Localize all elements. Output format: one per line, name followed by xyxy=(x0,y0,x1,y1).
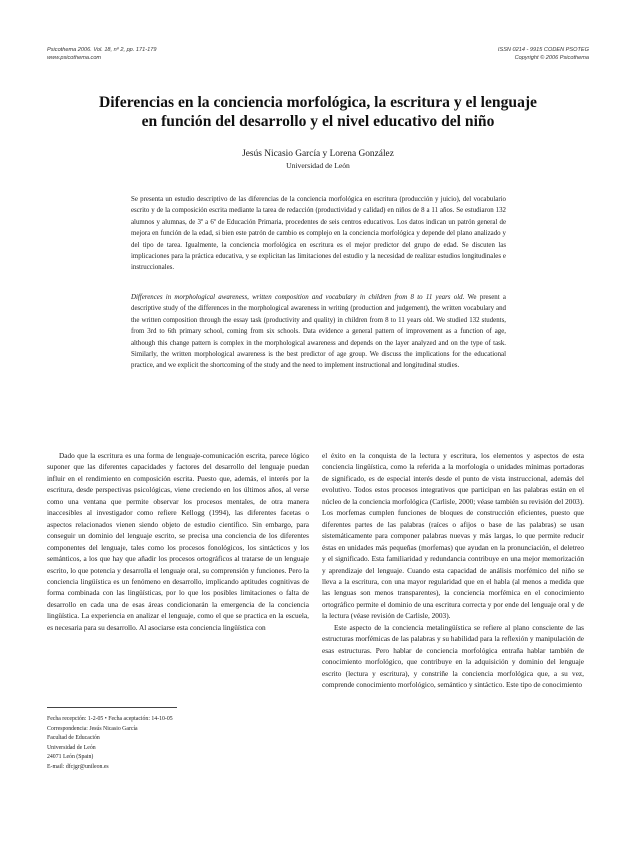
correspondence-name: Correspondencia: Jesús Nicasio García xyxy=(47,725,138,732)
article-title xyxy=(40,93,596,131)
title-line-1: Diferencias en la conciencia morfológica, la escritura y el lenguaje xyxy=(99,94,537,111)
body-column-right xyxy=(322,450,584,691)
article-authors: Jesús Nicasio García y Lorena González xyxy=(242,149,394,159)
copyright-line: Copyright © 2006 Psicothema xyxy=(514,54,589,61)
correspondence-faculty: Facultad de Educación xyxy=(47,735,100,742)
author-affiliation: Universidad de León xyxy=(286,161,350,170)
correspondence-email[interactable]: E-mail: dfcjgr@unileon.es xyxy=(47,763,109,770)
journal-url[interactable]: www.psicothema.com xyxy=(47,54,102,61)
body-paragraph-continued: el éxito en la conquista de la lectura y escritura, los elementos y aspectos de esta conciencia lingüística, como la referida a la morfología o unidades mínimas portadoras de significado, es de especial interés desde el punto de vista instruccional, además del evolutivo. Todos estos procesos integrativos que participan en las palabras están en el núcleo de la conciencia morfológica (Carlisle, 2000; véase también su revisión del 2003). Los morfemas cumplen funciones de bloques de construcción eficientes, puesto que diferentes partes de las palabras (raíces o afijos o base de las palabras) se usan sistemáticamente para componer palabras nuevas y más largas, lo que permite reducir éstas en unidades más pequeñas (morfemas) que ayudan en la pronunciación, el deletreo y el significado. Esta familiaridad y redundancia contribuye en una mejor memorización y aprendizaje del lenguaje. Cuando esta capacidad de análisis morfémico del niño se lleva a la escritura, con una mayor regularidad que en el habla (al menos a medida que las lenguas son menos transparentes), la conciencia morfémica en el conocimiento ortográfico permite el dominio de una escritura correcta y por ende del lenguaje oral y de la lectura (véase revisión de Carlisle, 2003). xyxy=(322,451,584,621)
issn-line: ISSN 0214 - 9915 CODEN PSOTEG xyxy=(497,47,589,53)
journal-citation: Psicothema 2006. Vol. 18, nº 2, pp. 171-179 xyxy=(47,47,157,53)
running-header xyxy=(47,47,589,67)
body-paragraph: Dado que la escritura es una forma de lenguaje-comunicación escrita, parece lógico suponer que las diferentes capacidades y factores del desarrollo del lenguaje puedan influir en el rendimiento en composición escrita. Puesto que, además, el interés por la escritura, desde perspectivas psicológicas, viene creciendo en los últimos años, al verse como una ventana que permite observar los procesos mentales, de otra manera inaccesibles al investigador como refiere Kellogg (1994), las diferentes facetas o aspectos relacionados vienen siendo objeto de estudio científico. Sin embargo, para conseguir un dominio del lenguaje escrito, se precisa una conciencia de los diferentes componentes del lenguaje, tales como los procesos fonológicos, los sintácticos y los semánticos, a los que hay que añadir los procesos ortográficos al tratarse de un lenguaje escrito, lo que potencia y desarrolla el lenguaje oral, su comprensión y funciones. Pero la conciencia lingüística es un fenómeno en desarrollo, implicando aptitudes cognitivas de forma combinada con las lingüísticas, por lo que los posibles limitaciones o falta de desarrollo en cada una de esas áreas condicionarán la emergencia de la conciencia lingüística. La experiencia en analizar el lenguaje, como el que se practica en la escuela, es necesaria para su desarrollo. Al asociarse esta conciencia lingüística con xyxy=(47,451,309,632)
footnote-divider xyxy=(47,707,177,708)
correspondence-address: 24071 León (Spain) xyxy=(47,754,94,761)
english-title: Differences in morphological awareness, written composition and vocabulary in children from 8 to 11 years old. xyxy=(131,294,465,301)
correspondence-university: Universidad de León xyxy=(47,744,96,751)
header-right xyxy=(498,47,589,62)
abstract-english xyxy=(131,292,506,372)
title-line-2: en función del desarrollo y el nivel educativo del niño xyxy=(141,113,495,130)
header-left xyxy=(47,47,156,62)
body-column-left xyxy=(47,450,309,633)
abstract-spanish: Se presenta un estudio descriptivo de las diferencias de la conciencia morfológica en escritura (producción y juicio), del vocabulario escrito y de la composición escrita mediante la tarea de redacción (productividad y calidad) en niños de 8 a 11 años. Se estudiaron 132 alumnos y alumnas, de 3º a 6º de Educación Primaria, procedentes de seis centros educativos. Los datos indican un patrón general de mejora en función de la edad, si bien este patrón de cambio es complejo en la conciencia morfológica y depende del plano analizado y del tipo de tarea. Igualmente, la conciencia morfológica en escritura es el mejor predictor del grupo de edad. Se discuten las implicaciones para la práctica educativa, y se explicitan las limitaciones del estudio y la necesidad de realizar estudios longitudinales e instruccionales. xyxy=(131,196,506,272)
footnote-block xyxy=(47,715,287,773)
reception-dates: Fecha recepción: 1-2-05 • Fecha aceptación: 14-10-05 xyxy=(47,716,173,722)
body-paragraph: Este aspecto de la conciencia metalingüística se refiere al plano consciente de las estructuras morfémicas de las palabras y su habilidad para la reflexión y manipulación de esas estructuras. Pero hablar de conciencia morfológica entraña hablar también de conocimiento morfológico, que contribuye en la adquisición y dominio del lenguaje escrito (lectura y escritura), y constriñe la conciencia morfológica que, a su vez, comprende conocimiento morfológico, semántico y sintáctico. Este tipo de conocimiento xyxy=(322,622,584,690)
english-abstract-body: We present a descriptive study of the differences in the morphological awareness in writing (production and judgement), the written vocabulary and the written composition through the essay task (productivity and quality) in children from 8 to 11 years old. We studied 132 students, from 3rd to 6th primary school, coming from six schools. Data evidence a general pattern of improvement as a function of age, although this change pattern is complex in the morphological awareness and depends on the layer analyzed and on the type of task. Similarly, the written morphological awareness is the best predictor of age group. We discuss the implications for the educational practice, and we explicit the shortcoming of the study and the need to implement instructional and longitudinal studies. xyxy=(131,294,506,370)
